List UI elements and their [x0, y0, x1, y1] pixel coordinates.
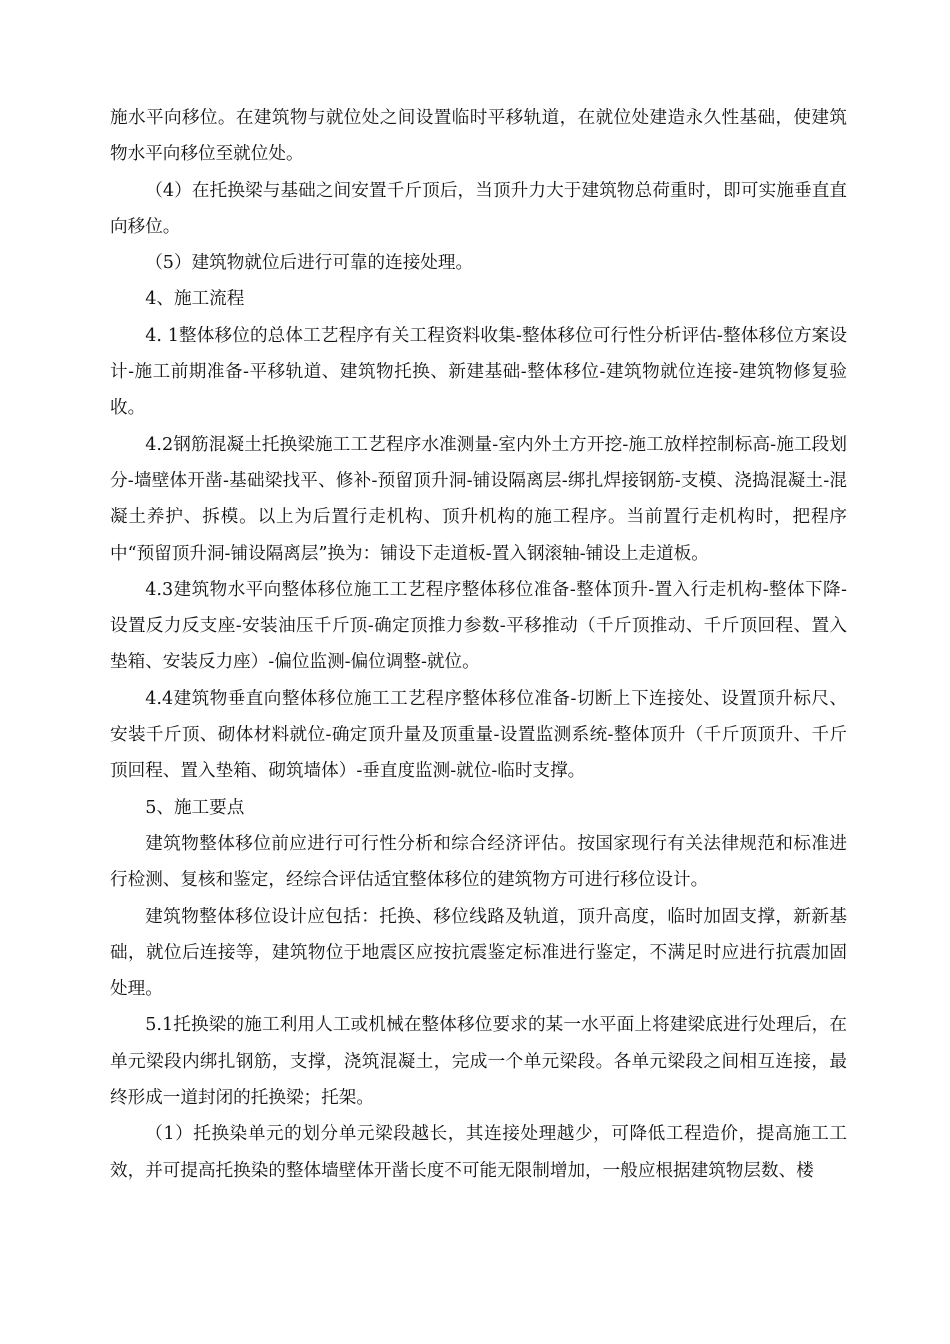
- paragraph-4-2: 4.2钢筋混凝土托换梁施工工艺程序水准测量-室内外土方开挖-施工放样控制标高-施工段划分-墙壁体开凿-基础梁找平、修补-预留顶升洞-铺设隔离层-绑扎焊接钢筋-支模、浇捣混凝土-混凝土养护、拆模。以上为后置行走机构、顶升机构的施工程序。当前置行走机构时，把程序中“预留顶升洞-铺设隔离层”换为：铺设下走道板-置入钢滚轴-铺设上走道板。: [110, 434, 847, 564]
- paragraph-5-1-1: （1）托换染单元的划分单元梁段越长，其连接处理越少，可降低工程造价，提高施工工效，并可提高托换染的整体墙壁体开凿长度不可能无限制增加，一般应根据建筑物层数、楼: [110, 1124, 847, 1181]
- paragraph-1: 施水平向移位。在建筑物与就位处之间设置临时平移轨道，在就位处建造永久性基础，使建筑物水平向移位至就位处。: [110, 108, 847, 165]
- paragraph-5-intro-1: 建筑物整体移位前应进行可行性分析和综合经济评估。按国家现行有关法律规范和标准进行检测、复核和鉴定，经综合评估适宜整体移位的建筑物方可进行移位设计。: [110, 833, 847, 891]
- paragraph-5-intro-2: 建筑物整体移位设计应包括：托换、移位线路及轨道，顶升高度，临时加固支撑，新新基础，就位后连接等，建筑物位于地震区应按抗震鉴定标准进行鉴定，不满足时应进行抗震加固处理。: [110, 906, 847, 1000]
- section-heading-5: 5、施工要点: [145, 797, 245, 818]
- paragraph-3: （5）建筑物就位后进行可靠的连接处理。: [145, 253, 474, 274]
- section-heading-4: 4、施工流程: [145, 289, 245, 310]
- paragraph-4-3: 4.3建筑物水平向整体移位施工工艺程序整体移位准备-整体顶升-置入行走机构-整体下降-设置反力反支座-安装油压千斤顶-确定顶推力参数-平移推动（千斤顶推动、千斤顶回程、置入垫箱、安装反力座）-偏位监测-偏位调整-就位。: [110, 579, 847, 673]
- paragraph-5-1: 5.1托换梁的施工利用人工或机械在整体移位要求的某一水平面上将建梁底进行处理后，在单元梁段内绑扎钢筋，支撑，浇筑混凝土，完成一个单元梁段。各单元梁段之间相互连接，最终形成一道封闭的托换梁；托架。: [110, 1015, 847, 1109]
- paragraph-4-1: 4. 1整体移位的总体工艺程序有关工程资料收集-整体移位可行性分析评估-整体移位方案设计-施工前期准备-平移轨道、建筑物托换、新建基础-整体移位-建筑物就位连接-建筑物修复验收。: [110, 325, 847, 419]
- paragraph-2: （4）在托换梁与基础之间安置千斤顶后，当顶升力大于建筑物总荷重时，即可实施垂直直向移位。: [110, 180, 847, 237]
- paragraph-4-4: 4.4建筑物垂直向整体移位施工工艺程序整体移位准备-切断上下连接处、设置顶升标尺、安装千斤顶、砌体材料就位-确定顶升量及顶重量-设置监测系统-整体顶升（千斤顶顶升、千斤顶回程、置入垫箱、砌筑墙体）-垂直度监测-就位-临时支撑。: [110, 688, 847, 782]
- document-page: [110, 100, 847, 1189]
